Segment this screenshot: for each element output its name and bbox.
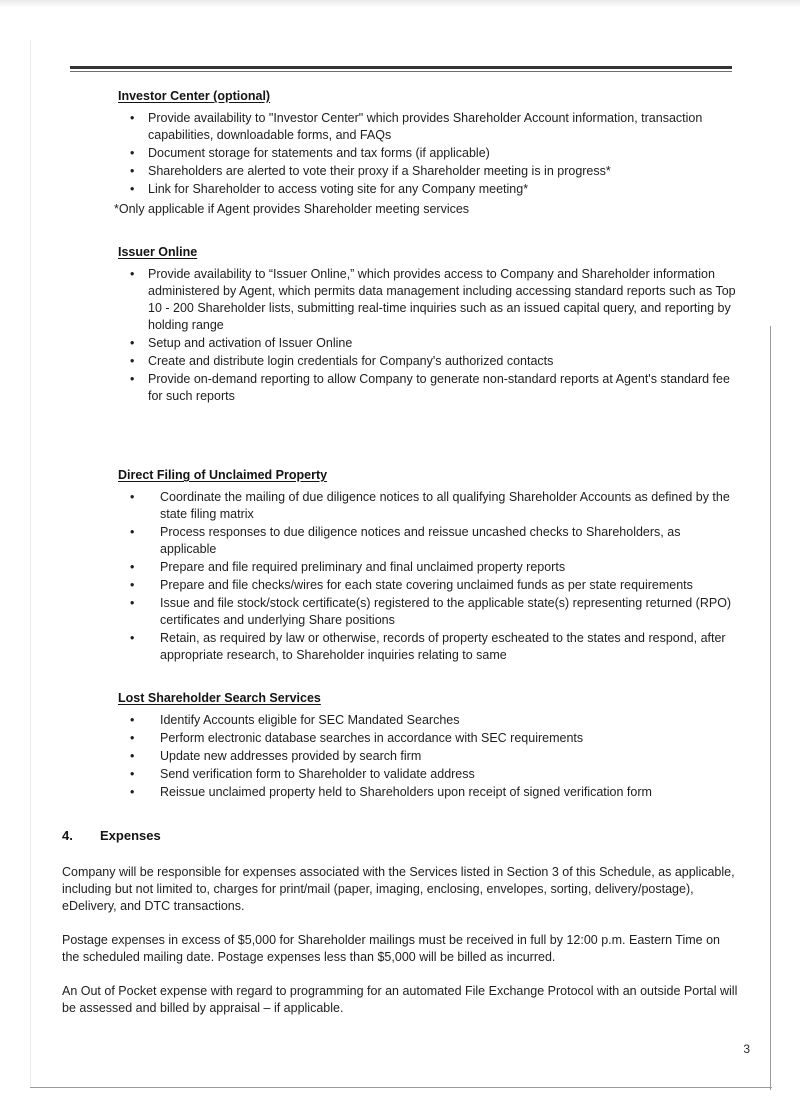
bullet-item: • Setup and activation of Issuer Online bbox=[118, 335, 738, 352]
bullet-item: • Send verification form to Shareholder to validate address bbox=[118, 766, 738, 783]
bullet-item: • Retain, as required by law or otherwise, records of property escheated to the states and respond, after appropriate research, to Shareholder inquiries relating to same bbox=[118, 630, 738, 664]
bullet-item: • Prepare and file checks/wires for each state covering unclaimed funds as per state requirements bbox=[118, 577, 738, 594]
expenses-paragraph: An Out of Pocket expense with regard to programming for an automated File Exchange Protocol with an outside Portal will be assessed and billed by appraisal – if applicable. bbox=[62, 984, 738, 1015]
bullet-item: • Link for Shareholder to access voting site for any Company meeting* bbox=[118, 181, 738, 198]
top-rule-thin bbox=[70, 71, 732, 72]
section-issuer-online bbox=[118, 244, 738, 405]
section-heading: Lost Shareholder Search Services bbox=[118, 691, 321, 705]
bullet-item: • Create and distribute login credentials for Company's authorized contacts bbox=[118, 353, 738, 370]
footnote: *Only applicable if Agent provides Shareholder meeting services bbox=[114, 202, 470, 216]
bullet-item: • Issue and file stock/stock certificate(s) registered to the applicable state(s) representing returned (RPO) certificates and underlying Share positions bbox=[118, 595, 738, 629]
bullet-list bbox=[118, 266, 738, 405]
bullet-item: • Coordinate the mailing of due diligence notices to all qualifying Shareholder Accounts as defined by the state filing matrix bbox=[118, 489, 738, 523]
expenses-paragraph: Postage expenses in excess of $5,000 for Shareholder mailings must be received in full by 12:00 p.m. Eastern Time on the scheduled mailing date. Postage expenses less than $5,000 will be billed as incurred. bbox=[62, 933, 721, 964]
bullet-list bbox=[118, 110, 738, 198]
scan-bottom-edge-line bbox=[30, 1087, 772, 1088]
bullet-item: • Provide on-demand reporting to allow Company to generate non-standard reports at Agent's standard fee for such reports bbox=[118, 371, 738, 405]
scan-top-edge bbox=[0, 0, 800, 7]
bullet-item: • Prepare and file required preliminary and final unclaimed property reports bbox=[118, 559, 738, 576]
expenses-title: Expenses bbox=[100, 828, 161, 843]
section-heading: Direct Filing of Unclaimed Property bbox=[118, 468, 328, 482]
bullet-list bbox=[118, 712, 738, 801]
expenses-paragraph: Company will be responsible for expenses associated with the Services listed in Section 3 of this Schedule, as applicable, including but not limited to, charges for print/mail (paper, imaging, enclosing, envelopes, sorting, delivery/postage), eDelivery, and DTC transactions. bbox=[62, 865, 735, 913]
section-expenses bbox=[62, 827, 738, 1017]
bullet-item: • Update new addresses provided by search firm bbox=[118, 748, 738, 765]
bullet-item: • Document storage for statements and tax forms (if applicable) bbox=[118, 145, 738, 162]
scan-left-edge-line bbox=[30, 40, 31, 1086]
section-investor-center bbox=[114, 88, 738, 218]
top-rule-heavy bbox=[70, 66, 732, 69]
scan-right-edge-line bbox=[770, 326, 771, 1090]
bullet-item: • Provide availability to "Investor Center" which provides Shareholder Account information, transaction capabilities, downloadable forms, and FAQs bbox=[118, 110, 738, 144]
expenses-section-number: 4. bbox=[62, 828, 73, 843]
page-number: 3 bbox=[743, 1042, 750, 1056]
section-heading: Issuer Online bbox=[118, 245, 198, 259]
section-direct-filing-unclaimed-property bbox=[118, 431, 738, 664]
bullet-item: • Reissue unclaimed property held to Shareholders upon receipt of signed verification form bbox=[118, 784, 738, 801]
section-heading: Investor Center (optional) bbox=[118, 89, 271, 103]
document-body bbox=[62, 88, 738, 1034]
section-lost-shareholder-search bbox=[118, 690, 738, 801]
bullet-item: • Provide availability to “Issuer Online,” which provides access to Company and Shareholder information administered by Agent, which permits data management including accessing standard reports such as Top 10 - 200 Shareholder lists, submitting real-time inquiries such as an issued capital query, and reporting by holding range bbox=[118, 266, 738, 334]
expenses-heading bbox=[62, 827, 738, 844]
bullet-item: • Perform electronic database searches in accordance with SEC requirements bbox=[118, 730, 738, 747]
bullet-list bbox=[118, 489, 738, 664]
bullet-item: • Identify Accounts eligible for SEC Mandated Searches bbox=[118, 712, 738, 729]
bullet-item: • Shareholders are alerted to vote their proxy if a Shareholder meeting is in progress* bbox=[118, 163, 738, 180]
bullet-item: • Process responses to due diligence notices and reissue uncashed checks to Shareholders, as applicable bbox=[118, 524, 738, 558]
